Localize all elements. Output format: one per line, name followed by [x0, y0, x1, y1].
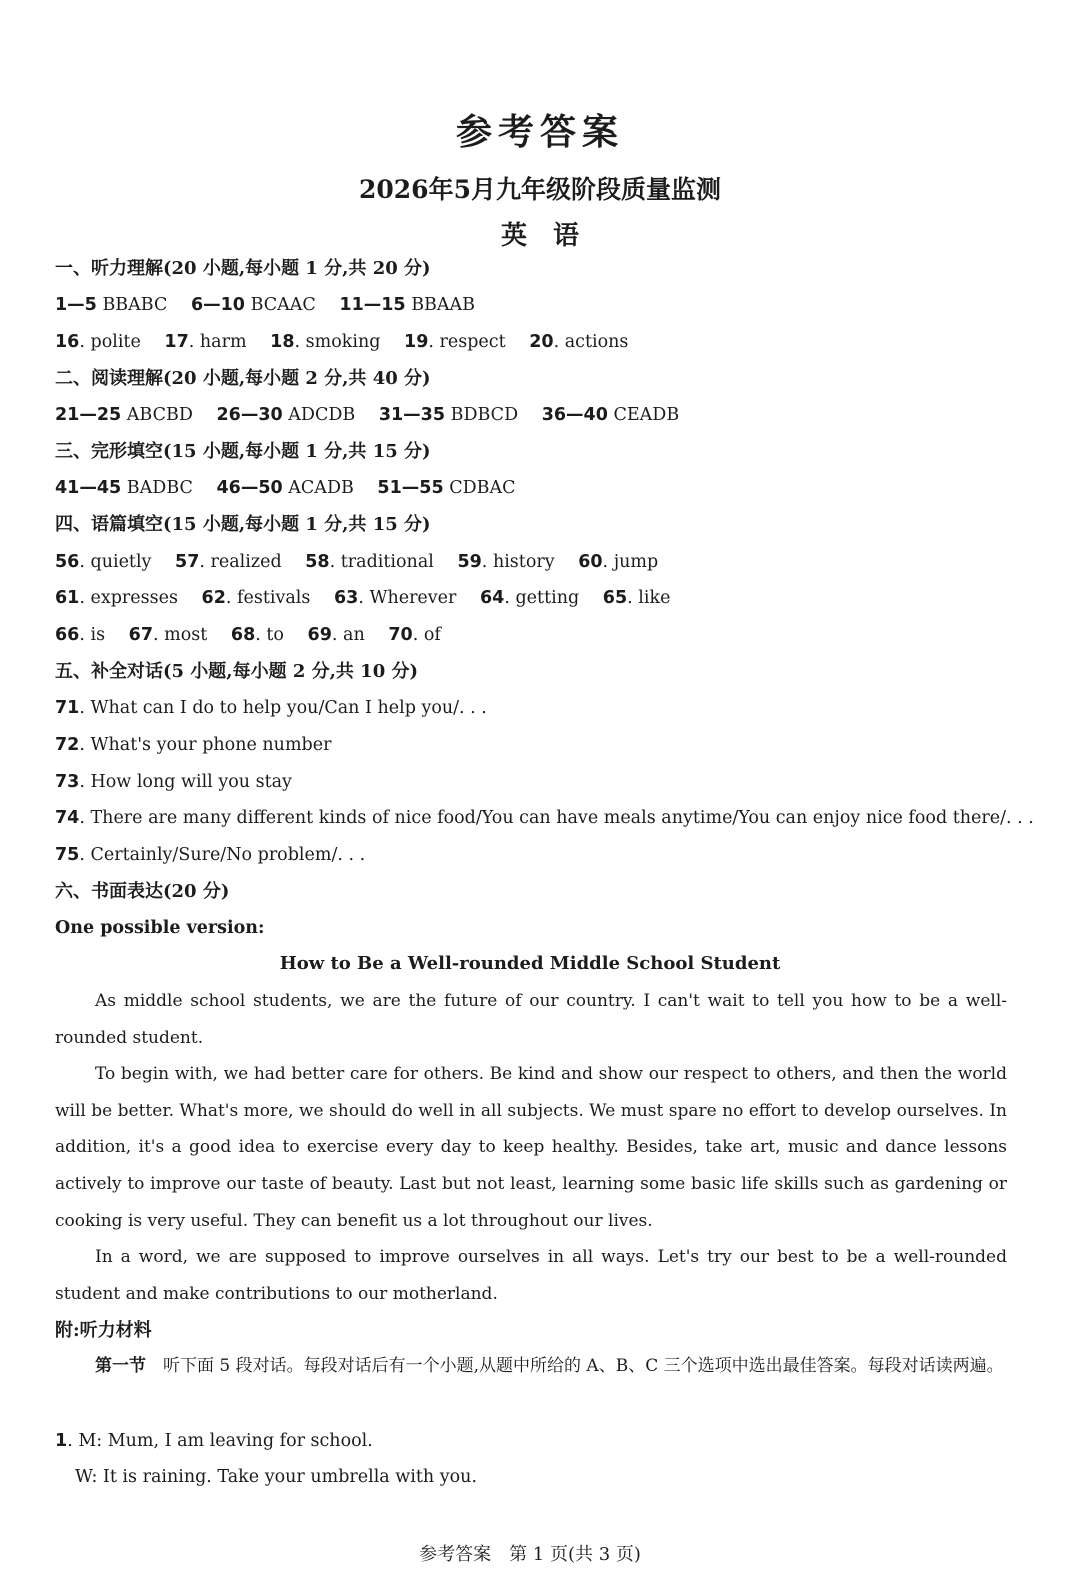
answer-item: 70. of	[388, 625, 441, 645]
section-writing-heading: 六、书面表达(20 分)	[55, 881, 230, 902]
answer-item: 16. polite	[55, 332, 141, 352]
answer-item: 66. is	[55, 625, 106, 645]
answer-group: 11—15 BBAAB	[339, 295, 476, 315]
answer-group: 51—55 CDBAC	[377, 478, 516, 498]
appendix-heading: 附:听力材料	[55, 1320, 152, 1341]
answer-item: 63. Wherever	[333, 588, 457, 608]
answer-item: 20. actions	[529, 332, 629, 352]
answer-item: 57. realized	[175, 552, 282, 572]
answer-item: 61. expresses	[55, 588, 178, 608]
subject-heading: 英 语	[500, 221, 579, 251]
answer-item: 59. history	[457, 552, 555, 572]
part-label: 第一节	[95, 1356, 146, 1376]
essay-paragraph-2: To begin with, we had better care for others. Be kind and show our respect to others, and then the world will be better. What's more, we should do well in all subjects. We must spare no effort to develop ourselves. In addition, it's a good idea to exercise every day to keep healthy. Besides, take art, music and dance lessons actively to improve our taste of beauty. Last but not least, learning some basic life skills such as gardening or cooking is very useful. They can benefit us a lot throughout our lives.	[55, 1064, 1007, 1231]
answer-item: 68. to	[230, 625, 284, 645]
fill-answers-row-3	[55, 623, 459, 647]
answer-item: 62. festivals	[201, 588, 311, 608]
section-listening-heading: 一、听力理解(20 小题,每小题 1 分,共 20 分)	[55, 258, 431, 279]
section-fill-heading: 四、语篇填空(15 小题,每小题 1 分,共 15 分)	[55, 514, 431, 535]
essay-title: How to Be a Well-rounded Middle School Student	[279, 953, 781, 974]
answer-group: 26—30 ADCDB	[216, 405, 356, 425]
essay-paragraph-1: As middle school students, we are the future of our country. I can't wait to tell you how to be a well-rounded student.	[55, 991, 1007, 1048]
answer-group: 31—35 BDBCD	[378, 405, 519, 425]
cloze-answers-row	[55, 476, 534, 500]
section-cloze-heading: 三、完形填空(15 小题,每小题 1 分,共 15 分)	[55, 441, 431, 462]
reading-answers-row	[55, 403, 697, 427]
answer-group: 6—10 BCAAC	[190, 295, 316, 315]
answer-item: 19. respect	[404, 332, 506, 352]
answer-item: 67. most	[128, 625, 208, 645]
essay-paragraph-3: In a word, we are supposed to improve ourselves in all ways. Let's try our best to be a well-rounded student and make contributions to our motherland.	[55, 1247, 1007, 1304]
exam-subtitle: 2026年5月九年级阶段质量监测	[359, 175, 721, 204]
dialog-answer: 75. Certainly/Sure/No problem/. . .	[55, 845, 366, 865]
answer-item: 17. harm	[164, 332, 247, 352]
answer-item: 18. smoking	[270, 332, 381, 352]
page-title: 参考答案	[455, 111, 624, 153]
answer-item: 56. quietly	[55, 552, 152, 572]
answer-group: 41—45 BADBC	[55, 478, 193, 498]
sample-version-label: One possible version:	[55, 918, 265, 938]
listening-answers-row-2	[55, 330, 646, 354]
dialog-answer: 73. How long will you stay	[55, 772, 292, 792]
answer-item: 65. like	[602, 588, 671, 608]
fill-answers-row-2	[55, 586, 688, 610]
dialog-line: W: It is raining. Take your umbrella with you.	[75, 1467, 478, 1487]
answer-item: 60. jump	[578, 552, 659, 572]
answer-group: 1—5 BBABC	[55, 295, 168, 315]
section-dialog-heading: 五、补全对话(5 小题,每小题 2 分,共 10 分)	[55, 661, 418, 682]
answer-item: 69. an	[307, 625, 365, 645]
listening-answers-row-1	[55, 293, 493, 317]
answer-item: 64. getting	[479, 588, 580, 608]
answer-group: 46—50 ACADB	[216, 478, 354, 498]
fill-answers-row-1	[55, 550, 676, 574]
page-footer: 参考答案 第 1 页(共 3 页)	[419, 1544, 641, 1565]
instruction-text: 听下面 5 段对话。每段对话后有一个小题,从题中所给的 A、B、C 三个选项中选出最佳答案。每段对话读两遍。	[163, 1356, 1004, 1376]
answer-group: 36—40 CEADB	[541, 405, 680, 425]
dialog-line: 1. M: Mum, I am leaving for school.	[55, 1431, 373, 1451]
answer-item: 58. traditional	[305, 552, 434, 572]
section-reading-heading: 二、阅读理解(20 小题,每小题 2 分,共 40 分)	[55, 368, 431, 389]
listening-instruction	[55, 1348, 1007, 1385]
answer-group: 21—25 ABCBD	[55, 405, 193, 425]
dialog-answer: 74. There are many different kinds of nice food/You can have meals anytime/You can enjoy nice food there/. . .	[55, 808, 1034, 828]
dialog-answer: 72. What's your phone number	[55, 735, 332, 755]
dialog-answer: 71. What can I do to help you/Can I help you/. . .	[55, 698, 487, 718]
